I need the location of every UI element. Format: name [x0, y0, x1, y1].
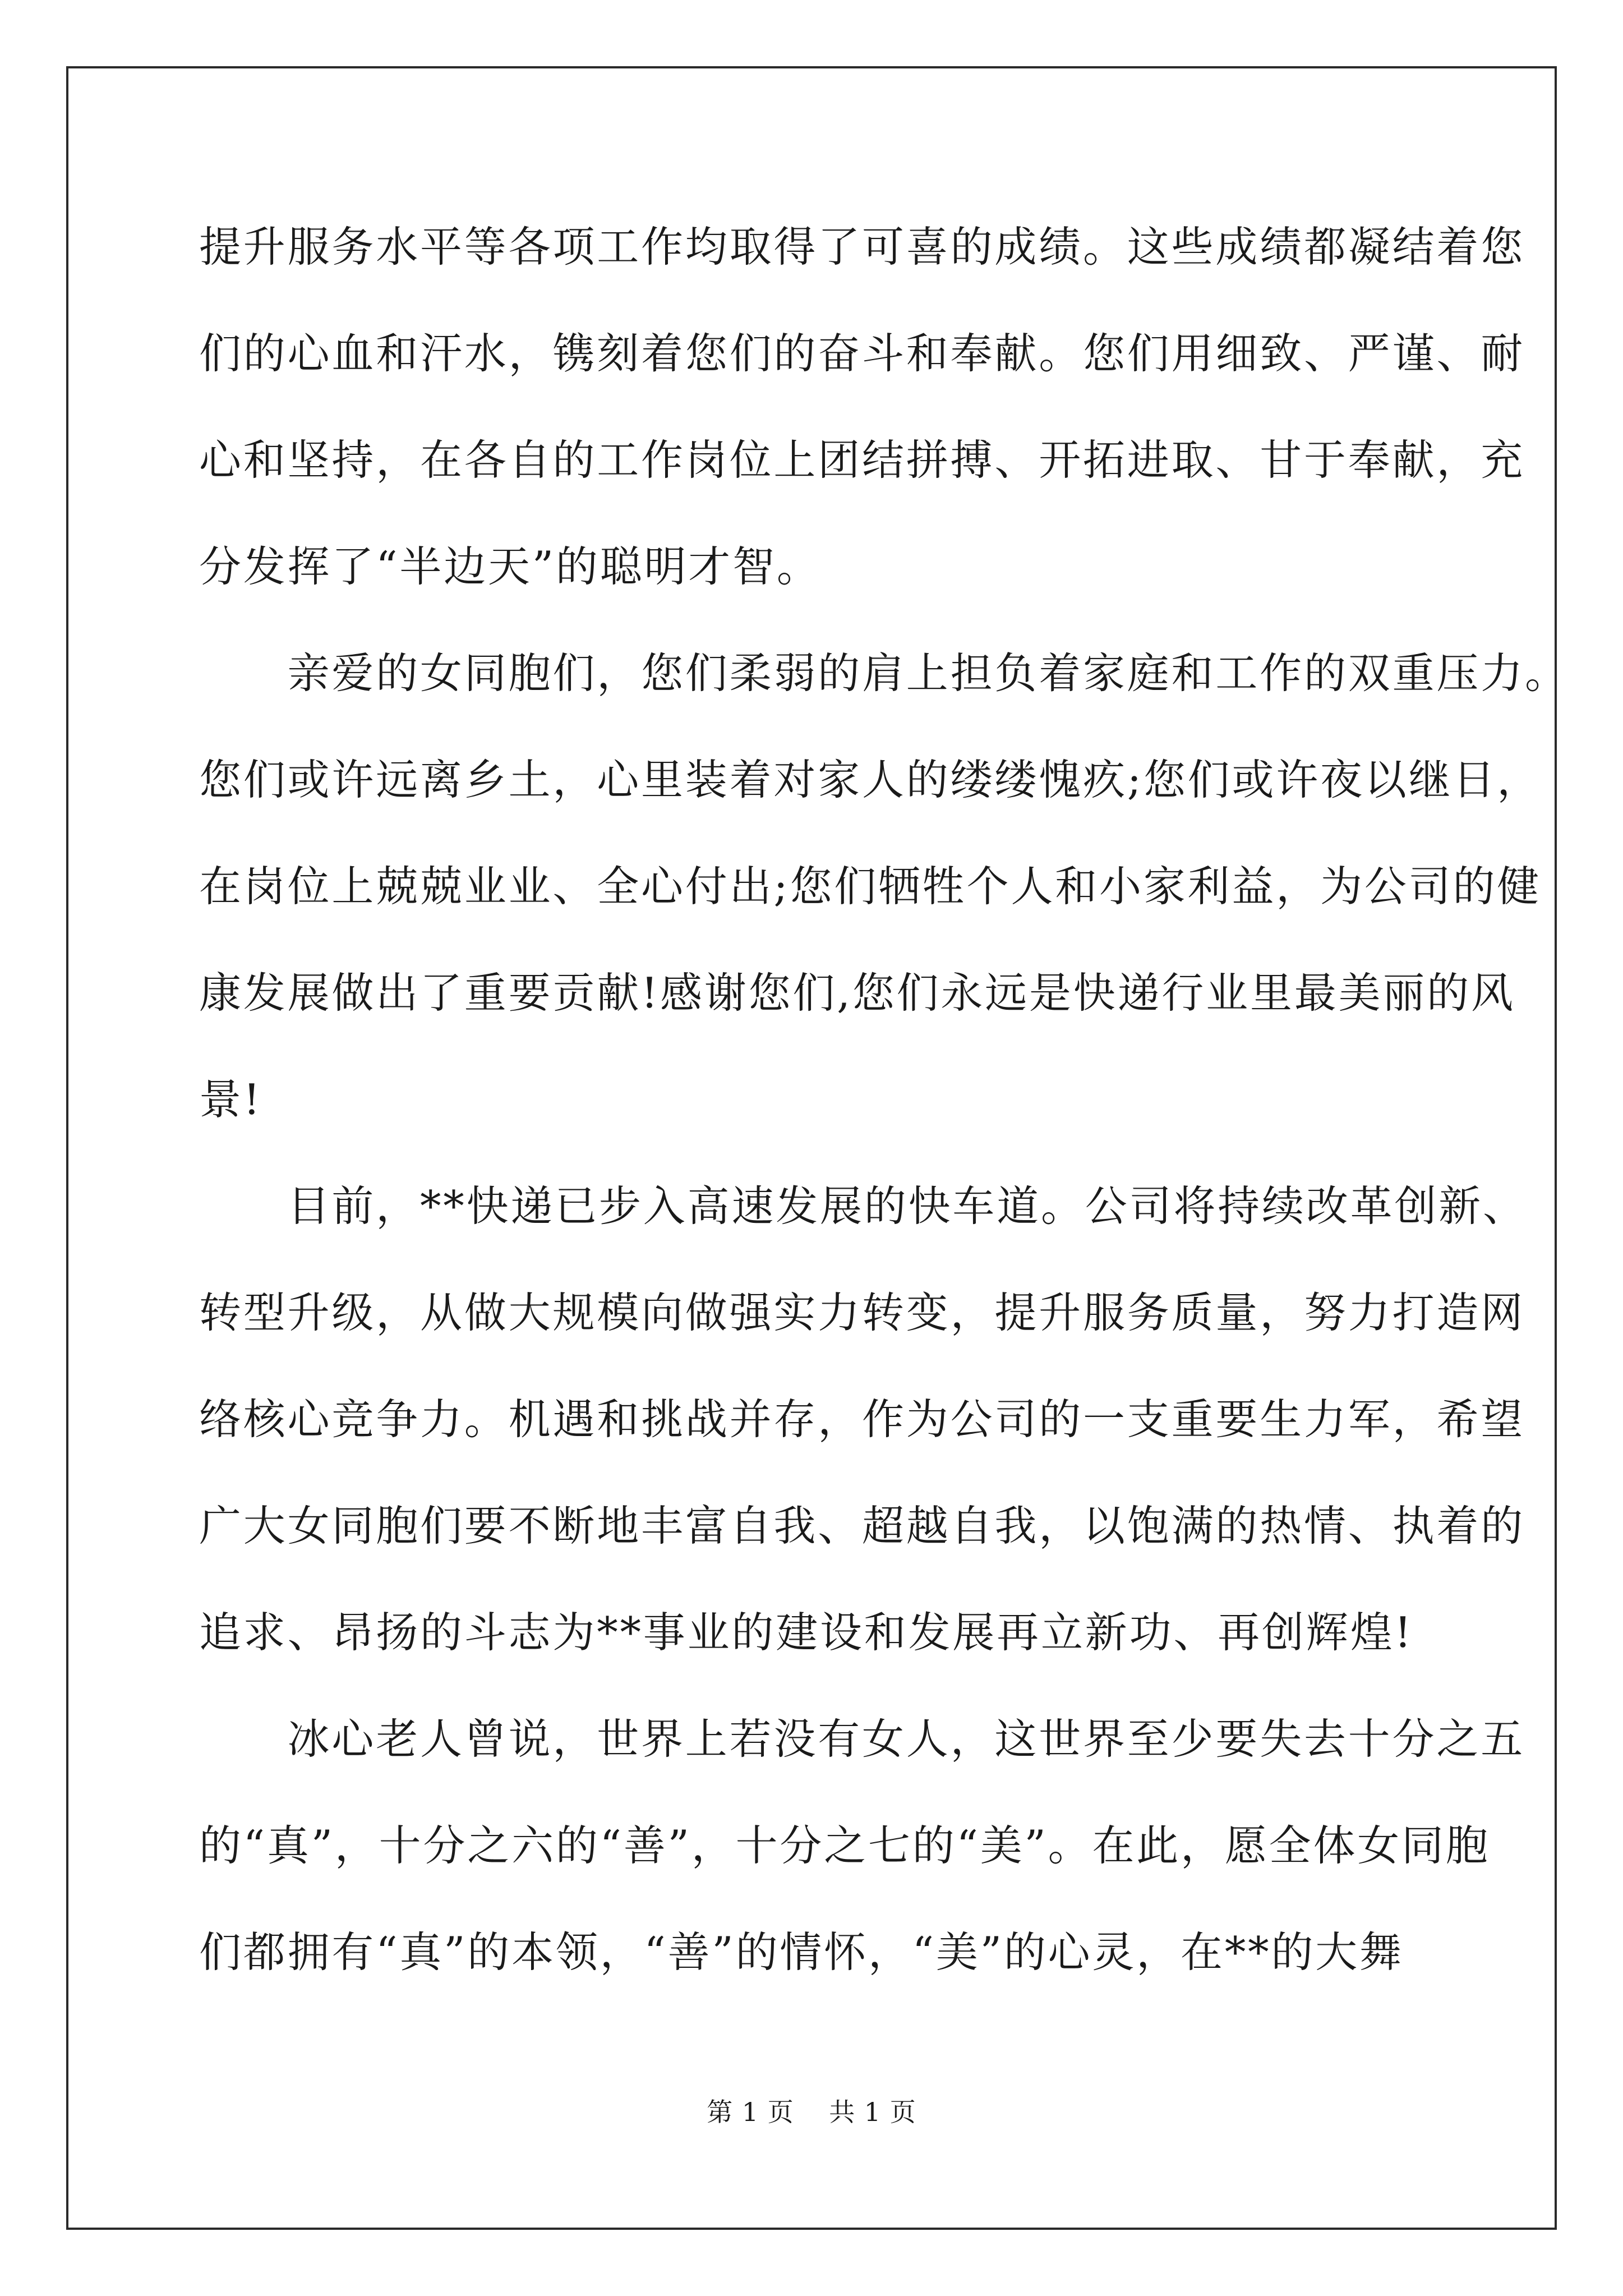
text-line: 追求、昂扬的斗志为**事业的建设和发展再立新功、再创辉煌! — [199, 1608, 1414, 1657]
text-line: 在岗位上兢兢业业、全心付出;您们牺牲个人和小家利益，为公司的健 — [199, 862, 1542, 911]
text-line: 分发挥了“半边天”的聪明才智。 — [199, 542, 821, 591]
text-line: 景! — [199, 1075, 262, 1124]
text-line: 康发展做出了重要贡献!感谢您们,您们永远是快递行业里最美丽的风 — [199, 968, 1515, 1018]
text-line: 目前，**快递已步入高速发展的快车道。公司将持续改革创新、 — [199, 1181, 1527, 1231]
page-number: 第 1 页 共 1 页 — [707, 2097, 916, 2127]
text-line: 们的心血和汗水，镌刻着您们的奋斗和奉献。您们用细致、严谨、耐 — [199, 329, 1525, 378]
text-line: 们都拥有“真”的本领，“善”的情怀，“美”的心灵，在**的大舞 — [199, 1927, 1404, 1977]
page-border — [66, 66, 1557, 2230]
text-line: 转型升级，从做大规模向做强实力转变，提升服务质量，努力打造网 — [199, 1288, 1525, 1337]
text-line: 心和坚持，在各自的工作岗位上团结拼搏、开拓进取、甘于奉献，充 — [199, 435, 1525, 485]
text-line: 冰心老人曾说，世界上若没有女人，这世界至少要失去十分之五 — [199, 1714, 1525, 1764]
text-line: 的“真”，十分之六的“善”，十分之七的“美”。在此，愿全体女同胞 — [199, 1821, 1490, 1870]
text-line: 广大女同胞们要不断地丰富自我、超越自我，以饱满的热情、执着的 — [199, 1501, 1525, 1550]
text-line: 您们或许远离乡土，心里装着对家人的缕缕愧疚;您们或许夜以继日， — [199, 755, 1542, 804]
text-line: 亲爱的女同胞们，您们柔弱的肩上担负着家庭和工作的双重压力。 — [199, 648, 1569, 698]
text-line: 络核心竞争力。机遇和挑战并存，作为公司的一支重要生力军，希望 — [199, 1395, 1525, 1444]
text-line: 提升服务水平等各项工作均取得了可喜的成绩。这些成绩都凝结着您 — [199, 222, 1525, 272]
